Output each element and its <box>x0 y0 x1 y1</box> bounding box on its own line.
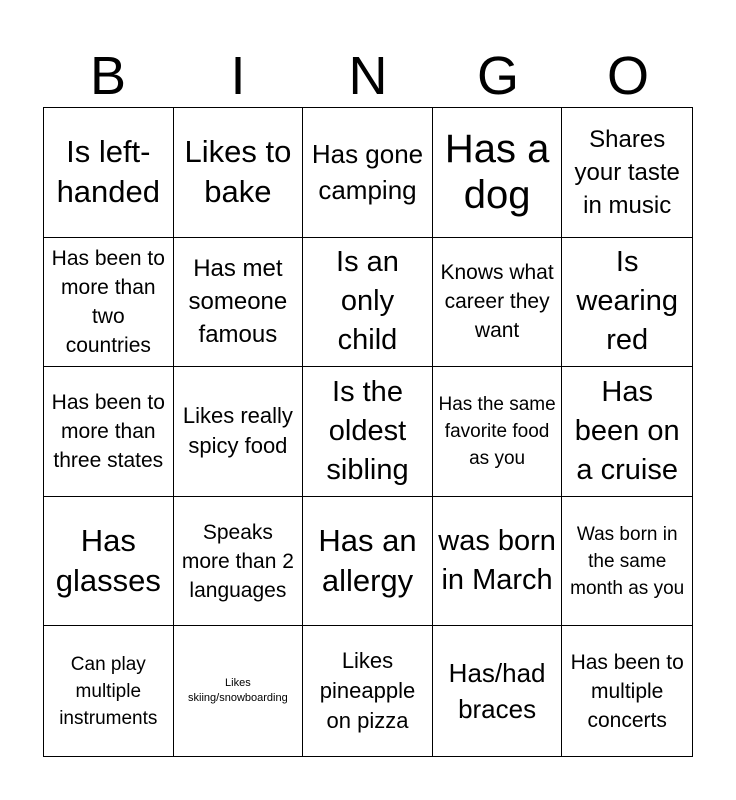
cell-text: Has the same favorite food as you <box>438 393 556 469</box>
bingo-cell[interactable] <box>44 367 174 497</box>
bingo-cell[interactable] <box>303 497 433 627</box>
header-letter-i: I <box>230 46 246 106</box>
bingo-cell[interactable] <box>174 367 304 497</box>
bingo-cell[interactable] <box>303 367 433 497</box>
bingo-cell[interactable] <box>433 626 563 756</box>
bingo-cell[interactable] <box>562 108 692 238</box>
bingo-cell[interactable] <box>174 626 304 756</box>
cell-text: Is wearing red <box>576 246 678 357</box>
bingo-cell[interactable] <box>433 108 563 238</box>
bingo-cell[interactable] <box>44 108 174 238</box>
bingo-cell[interactable] <box>562 626 692 756</box>
cell-text: Likes skiing/snowboarding <box>188 677 288 705</box>
header-letter-g: G <box>476 46 519 106</box>
cell-text: Has met someone famous <box>188 255 288 349</box>
header-letter-n: N <box>348 46 388 106</box>
cell-text: was born in March <box>438 525 556 597</box>
header-letter-b: B <box>89 46 127 106</box>
bingo-grid <box>43 107 693 757</box>
bingo-cell[interactable] <box>174 238 304 368</box>
bingo-cell[interactable] <box>303 626 433 756</box>
cell-text: Is the oldest sibling <box>326 375 409 486</box>
cell-text: Shares your taste in music <box>574 125 680 219</box>
cell-text: Is left-handed <box>56 134 161 210</box>
cell-text: Has/had braces <box>448 658 546 725</box>
bingo-cell[interactable] <box>303 108 433 238</box>
bingo-cell[interactable] <box>433 367 563 497</box>
bingo-cell[interactable] <box>44 497 174 627</box>
bingo-cell[interactable] <box>433 497 563 627</box>
cell-text: Has been to multiple concerts <box>570 650 684 732</box>
cell-text: Knows what career they want <box>440 261 554 343</box>
cell-text: Speaks more than 2 languages <box>181 520 294 602</box>
cell-text: Was born in the same month as you <box>570 523 685 599</box>
cell-text: Has gone camping <box>311 139 424 206</box>
cell-text: Has been on a cruise <box>574 375 680 486</box>
cell-text: Likes pineapple on pizza <box>319 648 416 734</box>
bingo-header <box>43 46 693 106</box>
cell-text: Likes really spicy food <box>182 403 293 459</box>
bingo-cell[interactable] <box>433 238 563 368</box>
bingo-cell[interactable] <box>562 238 692 368</box>
bingo-cell[interactable] <box>562 497 692 627</box>
bingo-cell[interactable] <box>303 238 433 368</box>
cell-text: Has been to more than two countries <box>51 246 165 357</box>
cell-text: Is an only child <box>336 246 399 357</box>
bingo-cell[interactable] <box>562 367 692 497</box>
bingo-cell[interactable] <box>44 238 174 368</box>
cell-text: Has glasses <box>55 523 161 599</box>
cell-text: Has an allergy <box>318 523 417 599</box>
bingo-cell[interactable] <box>174 497 304 627</box>
header-letter-o: O <box>606 46 649 106</box>
cell-text: Has been to more than three states <box>51 390 165 472</box>
cell-text: Has a dog <box>444 127 550 218</box>
bingo-cell[interactable] <box>174 108 304 238</box>
bingo-cell[interactable] <box>44 626 174 756</box>
cell-text: Can play multiple instruments <box>59 653 158 729</box>
cell-text: Likes to bake <box>184 134 292 210</box>
